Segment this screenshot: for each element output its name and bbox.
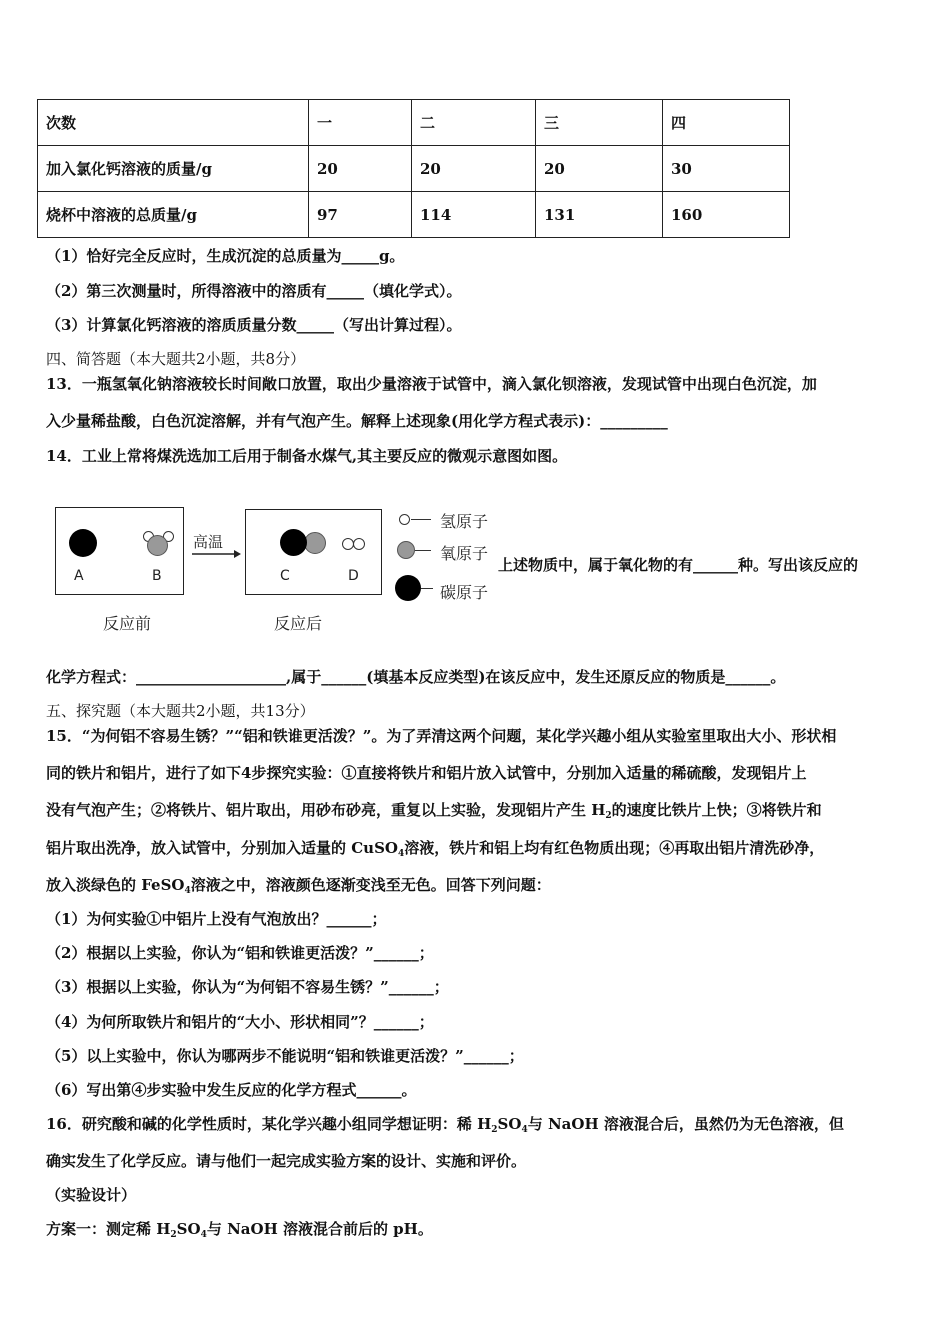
legend-line — [415, 550, 431, 551]
table-cell: 160 — [663, 192, 790, 238]
sub-question-6: （6）写出第④步实验中发生反应的化学方程式______。 — [46, 1081, 417, 1099]
problem-13-line-1: 13．一瓶氢氧化钠溶液较长时间敞口放置，取出少量溶液于试管中，滴入氯化钡溶液，发现试管中出现白色沉淀，加 — [46, 375, 817, 393]
table-cell: 三 — [536, 100, 663, 146]
label-a: A — [74, 568, 84, 584]
legend-oxygen: 氧原子 — [440, 544, 489, 563]
table-cell: 131 — [536, 192, 663, 238]
legend-hydrogen: 氢原子 — [440, 512, 489, 531]
table-row — [38, 146, 790, 192]
after-caption: 反应后 — [274, 614, 323, 633]
problem-14-side-text: 上述物质中，属于氧化物的有______种。写出该反应的 — [498, 556, 859, 574]
problem-15-line-5: 放入淡绿色的 FeSO$_4$溶液之中，溶液颜色逐渐变浅至无色。回答下列问题： — [46, 876, 551, 896]
table-cell: 20 — [309, 146, 412, 192]
problem-15-line-3: 没有气泡产生；②将铁片、铝片取出，用砂布砂亮，重复以上实验，发现铝片产生 $H_2$的速度比铁片上快；③将铁片和 — [46, 801, 822, 821]
table-cell: 一 — [309, 100, 412, 146]
plan-one: 方案一：测定稀 $H_2SO_4$与 NaOH 溶液混合前后的 pH。 — [46, 1220, 433, 1240]
section-5-heading: 五、探究题（本大题共2小题，共13分） — [46, 702, 315, 720]
question-1: （1）恰好完全反应时，生成沉淀的总质量为_____g。 — [46, 247, 405, 265]
label-d: D — [348, 568, 359, 584]
before-caption: 反应前 — [103, 614, 152, 633]
table-cell: 四 — [663, 100, 790, 146]
problem-15-line-2: 同的铁片和铝片，进行了如下4步探究实验：①直接将铁片和铝片放入试管中，分别加入适量的稀硫酸，发现铝片上 — [46, 764, 807, 782]
sub-question-2: （2）根据以上实验，你认为“铝和铁谁更活泼？”______； — [46, 944, 434, 962]
table-header-row — [38, 100, 790, 146]
table-cell: 加入氯化钙溶液的质量/g — [38, 146, 309, 192]
question-2: （2）第三次测量时，所得溶液中的溶质有_____（填化学式）。 — [46, 282, 462, 300]
sub-question-1: （1）为何实验①中铝片上没有气泡放出？______； — [46, 910, 387, 928]
data-table — [37, 99, 790, 238]
label-b: B — [152, 568, 162, 584]
carbon-atom-a — [69, 529, 97, 557]
carbon-legend-icon — [395, 575, 421, 601]
legend-carbon: 碳原子 — [440, 583, 489, 602]
label-c: C — [280, 568, 290, 584]
hydrogen-atom — [353, 538, 365, 550]
oxygen-legend-icon — [397, 541, 415, 559]
oxygen-atom-c — [304, 532, 326, 554]
table-cell: 20 — [536, 146, 663, 192]
condition-label: 高温 — [193, 533, 224, 551]
question-3: （3）计算氯化钙溶液的溶质质量分数_____（写出计算过程）。 — [46, 316, 462, 334]
sub-question-4: （4）为何所取铁片和铝片的“大小、形状相同”？______； — [46, 1013, 434, 1031]
sub-question-5: （5）以上实验中，你认为哪两步不能说明“铝和铁谁更活泼？”______； — [46, 1047, 524, 1065]
problem-14-line-2: 化学方程式：____________________,属于______(填基本反应类型)在该反应中，发生还原反应的物质是______。 — [46, 668, 786, 686]
problem-13-line-2: 入少量稀盐酸，白色沉淀溶解，并有气泡产生。解释上述现象(用化学方程式表示)：_________ — [46, 412, 668, 430]
problem-15-line-1: 15．“为何铝不容易生锈？”“铝和铁谁更活泼？”。为了弄清这两个问题，某化学兴趣小组从实验室里取出大小、形状相 — [46, 727, 837, 745]
reaction-arrow-icon — [190, 548, 242, 560]
hydrogen-legend-icon — [399, 514, 410, 525]
section-4-heading: 四、简答题（本大题共2小题，共8分） — [46, 350, 306, 368]
table-cell: 30 — [663, 146, 790, 192]
table-cell: 114 — [412, 192, 536, 238]
oxygen-atom-b — [147, 535, 168, 556]
problem-16-line-2: 确实发生了化学反应。请与他们一起完成实验方案的设计、实施和评价。 — [46, 1152, 527, 1170]
sub-question-3: （3）根据以上实验，你认为“为何铝不容易生锈？”______； — [46, 978, 449, 996]
table-cell: 97 — [309, 192, 412, 238]
problem-14-line-1: 14．工业上常将煤洗选加工后用于制备水煤气,其主要反应的微观示意图如图。 — [46, 447, 568, 465]
experiment-design-heading: （实验设计） — [46, 1186, 137, 1204]
table-cell: 次数 — [38, 100, 309, 146]
legend-line — [421, 588, 433, 589]
problem-16-line-1: 16．研究酸和碱的化学性质时，某化学兴趣小组同学想证明：稀 $H_2SO_4$与 NaOH 溶液混合后，虽然仍为无色溶液，但 — [46, 1115, 844, 1135]
table-cell: 二 — [412, 100, 536, 146]
problem-15-line-4: 铝片取出洗净，放入试管中，分别加入适量的 CuSO$_4$溶液，铁片和铝上均有红色物质出现；④再取出铝片清洗砂净， — [46, 839, 825, 859]
carbon-atom-c — [280, 529, 307, 556]
legend-line — [411, 519, 431, 520]
table-cell: 20 — [412, 146, 536, 192]
table-row — [38, 192, 790, 238]
table-cell: 烧杯中溶液的总质量/g — [38, 192, 309, 238]
